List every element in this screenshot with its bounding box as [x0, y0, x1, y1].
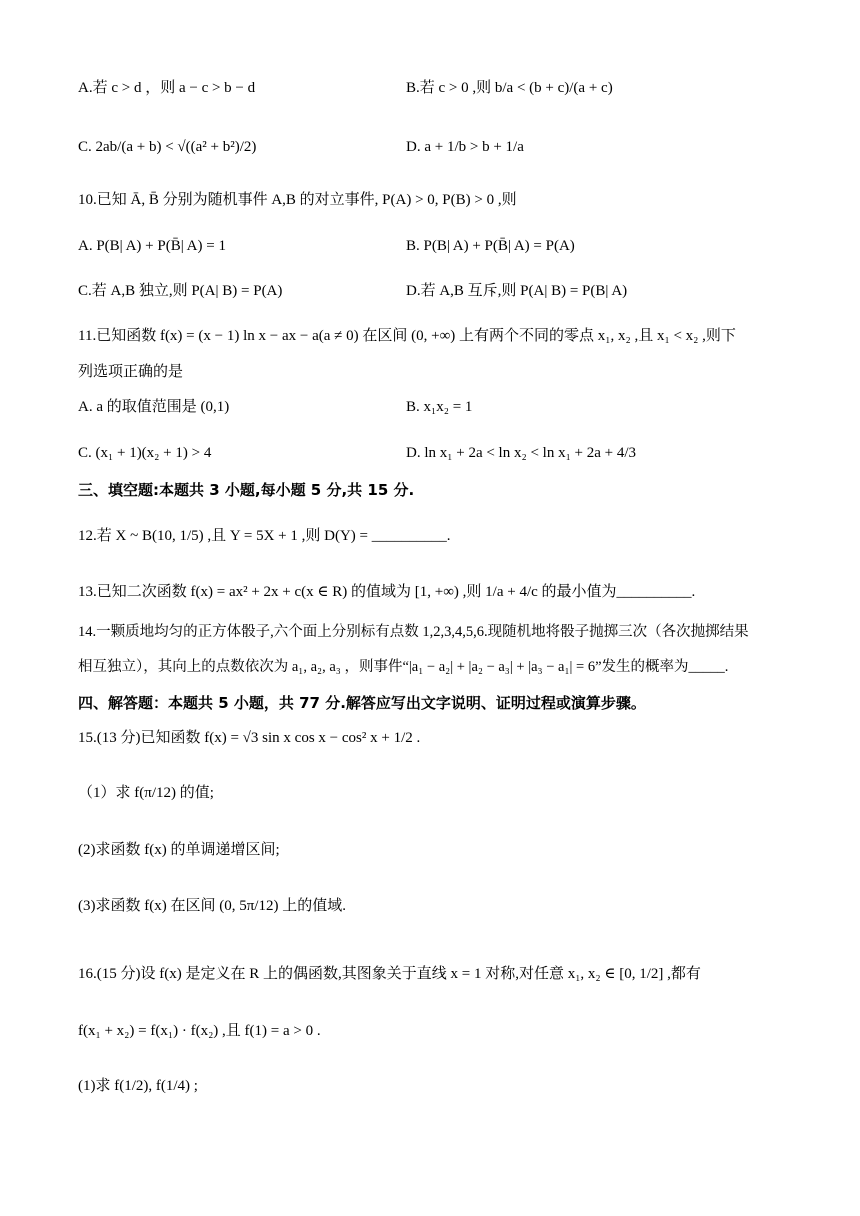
q11-stem-line2: 列选项正确的是	[78, 364, 184, 380]
q16-stem-line1: 16.(15 分)设 f(x) 是定义在 R 上的偶函数,其图象关于直线 x = 1 对称,对任意 x₁, x₂ ∈ [0, 1/2] ,都有	[78, 966, 701, 982]
q14-line2: 相互独立），其向上的点数依次为 a₁, a₂, a₃ ，则事件“|a₁ − a₂| + |a₂ − a₃| + |a₃ − a₁| = 6”发生的概率为_____.	[78, 659, 729, 675]
q11-option-b: B. x₁x₂ = 1	[406, 399, 473, 415]
q10-option-a: A. P(B| A) + P(B̄| A) = 1	[78, 238, 226, 254]
q10-option-b: B. P(B| A) + P(B̄| A) = P(A)	[406, 238, 575, 254]
q11-stem-line1: 11.已知函数 f(x) = (x − 1) ln x − ax − a(a ≠ 0) 在区间 (0, +∞) 上有两个不同的零点 x₁, x₂ ,且 x₁ < x₂ ,则下	[78, 328, 736, 344]
q9-option-a: A.若 c > d ，则 a − c > b − d	[78, 80, 256, 96]
q14-line1: 14.一颗质地均匀的正方体骰子,六个面上分别标有点数 1,2,3,4,5,6.现随机地将骰子抛掷三次（各次抛掷结果	[78, 624, 749, 640]
section-4-title: 四、解答题：本题共 5 小题，共 77 分.解答应写出文字说明、证明过程或演算步骤。	[78, 694, 646, 712]
q10-stem: 10.已知 Ā, B̄ 分别为随机事件 A,B 的对立事件, P(A) > 0, P(B) > 0 ,则	[78, 192, 517, 208]
q11-option-d: D. ln x₁ + 2a < ln x₂ < ln x₁ + 2a + 4/3	[406, 445, 637, 461]
section-3-title: 三、填空题:本题共 3 小题,每小题 5 分,共 15 分.	[78, 481, 415, 499]
q10-option-d: D.若 A,B 互斥,则 P(A| B) = P(B| A)	[406, 283, 628, 299]
q15-part1: （1）求 f(π/12) 的值;	[78, 785, 214, 801]
q15-stem: 15.(13 分)已知函数 f(x) = √3 sin x cos x − cos² x + 1/2 .	[78, 730, 421, 746]
q11-option-a: A. a 的取值范围是 (0,1)	[78, 399, 230, 415]
q16-stem-line2: f(x₁ + x₂) = f(x₁) · f(x₂) ,且 f(1) = a > 0 .	[78, 1023, 321, 1039]
q9-option-b: B.若 c > 0 ,则 b/a < (b + c)/(a + c)	[406, 80, 613, 96]
q15-part3: (3)求函数 f(x) 在区间 (0, 5π/12) 上的值域.	[78, 898, 346, 914]
q9-option-d: D. a + 1/b > b + 1/a	[406, 139, 524, 155]
q16-part1: (1)求 f(1/2), f(1/4) ;	[78, 1078, 198, 1094]
q10-option-c: C.若 A,B 独立,则 P(A| B) = P(A)	[78, 283, 283, 299]
q9-option-c: C. 2ab/(a + b) < √((a² + b²)/2)	[78, 139, 257, 155]
q11-option-c: C. (x₁ + 1)(x₂ + 1) > 4	[78, 445, 212, 461]
q13-text: 13.已知二次函数 f(x) = ax² + 2x + c(x ∈ R) 的值域为 [1, +∞) ,则 1/a + 4/c 的最小值为__________.	[78, 584, 696, 600]
q15-part2: (2)求函数 f(x) 的单调递增区间;	[78, 842, 280, 858]
q12-text: 12.若 X ~ B(10, 1/5) ,且 Y = 5X + 1 ,则 D(Y) = __________.	[78, 528, 451, 544]
